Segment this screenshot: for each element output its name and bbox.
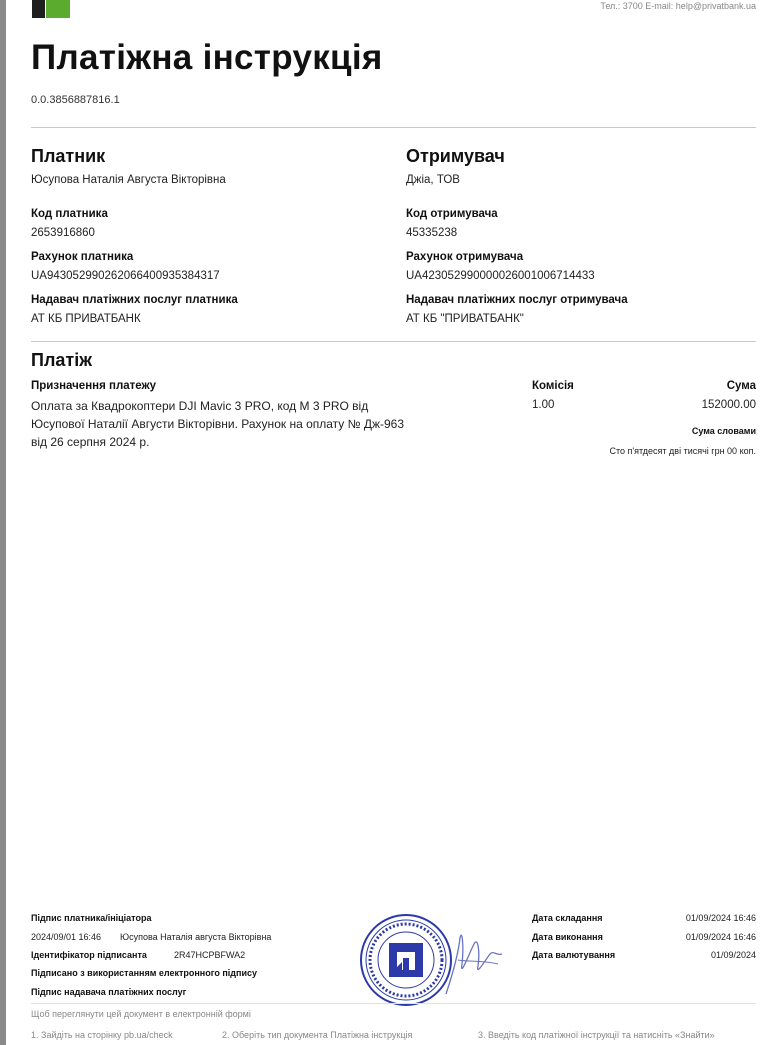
signer-id: 2R47HCPBFWA2 xyxy=(174,950,246,960)
value-date-label: Дата валютування xyxy=(532,950,616,960)
purpose-label: Призначення платежу xyxy=(31,380,157,392)
recipient-code: 45335238 xyxy=(406,227,458,239)
commission-label: Комісія xyxy=(532,380,574,392)
payer-account: UA943052990262066400935384317 xyxy=(31,270,220,282)
payer-code: 2653916860 xyxy=(31,227,95,239)
commission-value: 1.00 xyxy=(532,399,555,411)
amount-value: 152000.00 xyxy=(701,399,756,411)
provider-signature-label: Підпис надавача платіжних послуг xyxy=(31,987,187,997)
footer-note: Щоб переглянути цей документ в електронній формі xyxy=(31,1009,251,1019)
e-sign-note: Підписано з використанням електронного підпису xyxy=(31,968,258,978)
recipient-account: UA423052990000026001006714433 xyxy=(406,270,595,282)
payer-name: Юсупова Наталія Августа Вікторівна xyxy=(31,174,226,186)
footer-step-2: 2. Оберіть тип документа Платіжна інструкція xyxy=(222,1030,413,1040)
payment-title: Платіж xyxy=(31,350,92,370)
payer-title: Платник xyxy=(31,146,106,166)
payer-provider: АТ КБ ПРИВАТБАНК xyxy=(31,313,141,325)
recipient-account-label: Рахунок отримувача xyxy=(406,251,524,263)
divider xyxy=(31,127,756,128)
payer-provider-label: Надавач платіжних послуг платника xyxy=(31,294,238,306)
payer-code-label: Код платника xyxy=(31,208,108,220)
privatbank-logo xyxy=(32,0,72,18)
handwritten-signature-icon xyxy=(438,916,508,1002)
executed-date: 01/09/2024 16:46 xyxy=(685,932,756,942)
amount-label: Сума xyxy=(726,380,756,392)
recipient-name: Джіа, ТОВ xyxy=(406,174,460,186)
value-date: 01/09/2024 xyxy=(710,950,756,960)
footer-step-1: 1. Зайдіть на сторінку pb.ua/check xyxy=(31,1030,173,1040)
contact-info: Тел.: 3700 E-mail: help@privatbank.ua xyxy=(600,1,756,11)
footer-step-3: 3. Введіть код платіжної інструкції та натисніть «Знайти» xyxy=(478,1030,715,1040)
divider xyxy=(31,1003,756,1004)
created-date: 01/09/2024 16:46 xyxy=(685,913,756,923)
page-edge xyxy=(0,0,6,1045)
divider xyxy=(31,341,756,342)
amount-words-label: Сума словами xyxy=(691,426,756,436)
page-title: Платіжна інструкція xyxy=(31,38,383,77)
payer-signature-label: Підпис платника/ініціатора xyxy=(31,913,152,923)
signature-datetime: 2024/09/01 16:46 xyxy=(31,932,102,942)
document-number: 0.0.3856887816.1 xyxy=(31,94,120,106)
recipient-provider: АТ КБ "ПРИВАТБАНК" xyxy=(406,313,524,325)
payer-account-label: Рахунок платника xyxy=(31,251,134,263)
signature-name: Юсупова Наталія августа Вікторівна xyxy=(120,932,272,942)
created-date-label: Дата складання xyxy=(532,913,603,923)
signer-id-label: Ідентифікатор підписанта xyxy=(31,950,147,960)
recipient-title: Отримувач xyxy=(406,146,505,166)
recipient-code-label: Код отримувача xyxy=(406,208,498,220)
purpose-text: Оплата за Квадрокоптери DJI Mavic 3 PRO, код M 3 PRO від Юсупової Наталії Августи Вікторівни. Рахунок на оплату № Дж-963 від 26 серпня 2024 р. xyxy=(31,399,405,449)
recipient-provider-label: Надавач платіжних послуг отримувача xyxy=(406,294,628,306)
executed-date-label: Дата виконання xyxy=(532,932,603,942)
amount-words: Сто п'ятдесят дві тисячі грн 00 коп. xyxy=(609,446,756,456)
